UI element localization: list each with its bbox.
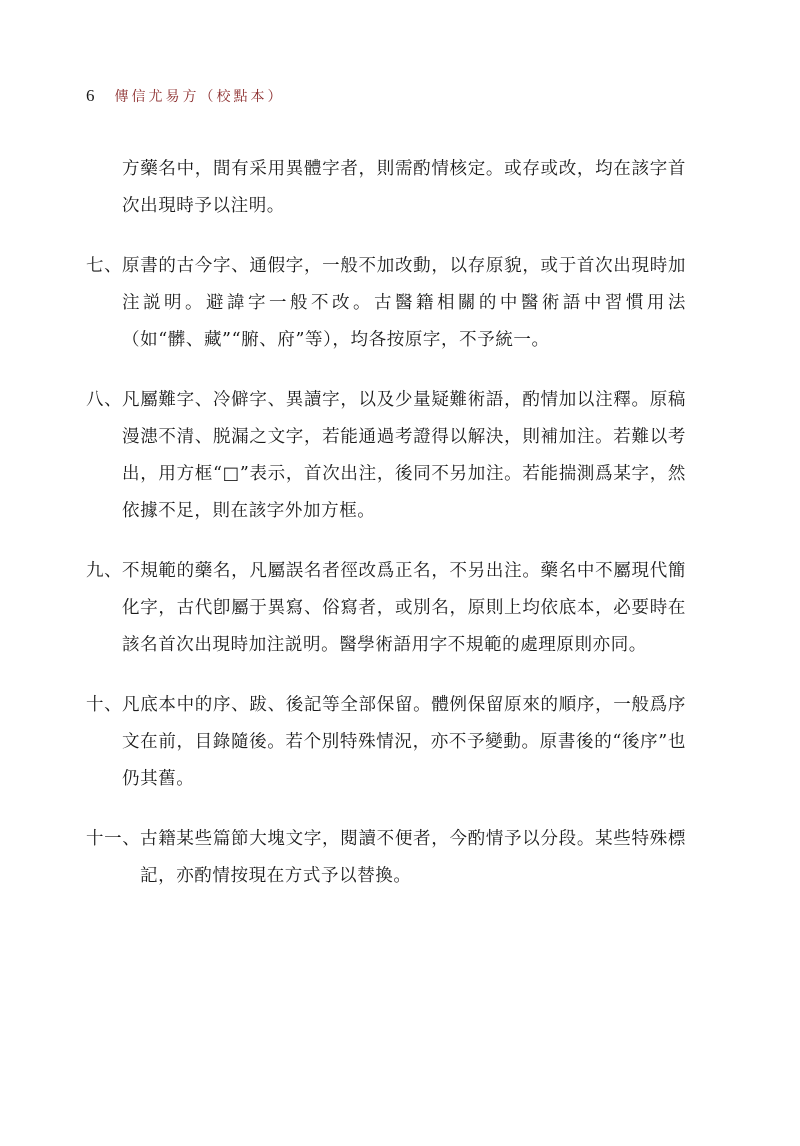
page-number: 6 xyxy=(86,86,95,105)
list-item-11 xyxy=(86,821,686,895)
item-number: 八、 xyxy=(86,390,123,410)
item-number: 十一、 xyxy=(86,829,141,849)
body-text xyxy=(86,151,686,918)
item-number: 七、 xyxy=(86,256,123,276)
item-text: 原書的古今字、通假字，一般不加改動，以存原貌，或于首次出現時加注説明。避諱字一般不改。古醫籍相關的中醫術語中習慣用法（如“髒、藏”“腑、府”等），均各按原字，不予統一。 xyxy=(122,256,686,350)
item-number: 十、 xyxy=(86,695,123,715)
item-text: 古籍某些篇節大塊文字，閱讀不便者，今酌情予以分段。某些特殊標記，亦酌情按現在方式予以替換。 xyxy=(140,829,686,886)
book-title: 傳信尤易方（校點本） xyxy=(114,89,285,105)
list-item-10 xyxy=(86,687,686,798)
list-item-8 xyxy=(86,382,686,530)
item-number: 九、 xyxy=(86,561,123,581)
continuation-paragraph: 方藥名中，間有采用異體字者，則需酌情核定。或存或改，均在該字首次出現時予以注明。 xyxy=(122,159,686,216)
item-text: 不規範的藥名，凡屬誤名者徑改爲正名，不另出注。藥名中不屬現代簡化字，古代卽屬于異寫、俗寫者，或別名，原則上均依底本，必要時在該名首次出現時加注説明。醫學術語用字不規範的處理原則亦同。 xyxy=(122,561,686,655)
running-head xyxy=(86,86,285,106)
list-item-7 xyxy=(86,248,686,359)
list-item-9 xyxy=(86,553,686,664)
item-text: 凡底本中的序、跋、後記等全部保留。體例保留原來的順序，一般爲序文在前，目錄隨後。若个別特殊情況，亦不予變動。原書後的“後序”也仍其舊。 xyxy=(122,695,686,789)
item-text: 凡屬難字、冷僻字、異讀字，以及少量疑難術語，酌情加以注釋。原稿漫漶不清、脱漏之文字，若能通過考證得以解決，則補加注。若難以考出，用方框“□”表示，首次出注，後同不另加注。若能揣測爲某字，然依據不足，則在該字外加方框。 xyxy=(122,390,686,521)
